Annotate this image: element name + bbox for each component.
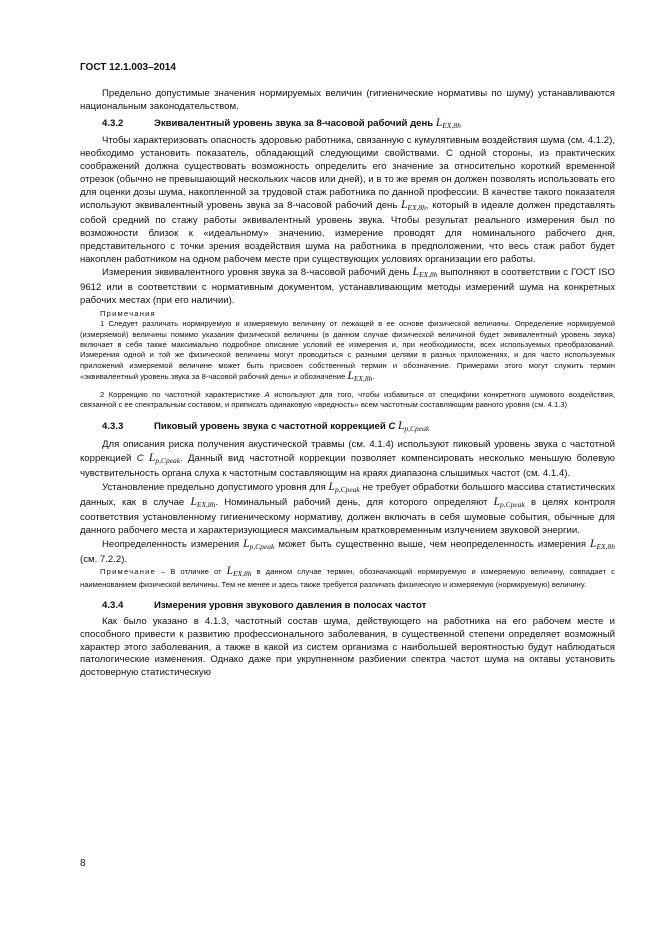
formula-lex8h: $L_{EX,8h}$ [435,116,461,130]
formula-lex8h: $L_{EX,8h}$ [412,266,438,280]
section-number: 4.3.4 [102,600,124,612]
section-title: Пиковый уровень звука с частотной коррекцией [154,421,386,433]
notes-block [80,309,615,411]
notes-title: Примечания [100,308,156,318]
page-header: ГОСТ 12.1.003–2014 [80,62,176,73]
formula-lpcpeak: $L_{p,Cpeak}$ [398,420,430,434]
paragraph-peak-level: Для описания риска получения акустической травмы (см. 4.1.4) используют пиковый уровень звука с частотной коррекцией C $L_{p,Cpeak}$. Данный вид частотной коррекции позволяет компенсировать несколько меньшую болевую чувствительность органа слуха к частотным составляющим на краях диапазона слышимых частот (см. 4.1.4). [80,439,615,479]
formula-lpcpeak: $L_{p,Cpeak}$ [493,496,525,510]
formula-lex8h: $L_{EX,8h}$ [590,537,615,551]
paragraph-lex8h-definition: Чтобы характеризовать опасность здоровью работника, связанную с кумулятивным воздействия шума (см. 4.1.2), необходимо установить показатель, обладающий следующими свойствами. С одной стороны, из практических соображений должна существовать возможность определить его значение за относительно короткий временной отрезок (обычно не превышающий нескольких часов или дней), и в то же время он должен позволять использовать его для оценки дозы шума, накопленной за трудовой стаж работника по данной профессии. В качестве такого показателя используют эквивалентный уровень звука за 8-часовой рабочий день $L_{EX,8h}$, который в идеале должен представлять собой средний по стажу работы эквивалентный уровень звука. Чтобы результат реального измерения был по возможности близок к «идеальному» значению, измерение проводят для номинального рабочего дня, представительного с точки зрения воздействия шума на работника в предположении, что весь стаж работ будет накоплен работником на одном рабочем месте при существующих условиях организации его работы. [80,135,615,265]
paragraph-lex8h-measurement: Измерения эквивалентного уровня звука за 8-часовой рабочий день $L_{EX,8h}$ выполняют в соответствии с ГОСТ ISO 9612 или в соответствии с нормативным документом, устанавливающим методы измерений шума на конкретных рабочих местах (при его наличии). [80,266,616,306]
section-title: Измерения уровня звукового давления в полосах частот [154,600,427,612]
paragraph-frequency-bands: Как было указано в 4.1.3, частотный состав шума, действующего на работника на его рабочем месте и способного привести к развитию профессионального заболевания, в существенной степени определяет возможный характер этого заболевания, а также в какой из систем организма с наибольшей вероятностью будут наблюдаться патологические изменения. Однако даже при укрупненном разбиении спектра частот шума на октавы установить достоверную статистическую [80,615,615,679]
paragraph-uncertainty: Неопределенность измерения $L_{p,Cpeak}$ может быть существенно выше, чем неопределенность измерения $L_{EX,8h}$ (см. 7.2.2). [80,537,615,565]
section-number: 4.3.2 [102,117,124,129]
formula-lex8h: $L_{EX,8h}$ [226,565,252,579]
section-number: 4.3.3 [102,421,124,433]
formula-lpcpeak: $L_{p,Cpeak}$ [328,480,360,494]
formula-lpcpeak: $L_{p,Cpeak}$ [243,537,275,551]
note-1: 1 Следует различать нормируемую и измеряемую величину от лежащей в ее основе физической величины. Определение нормируемой (измеряемой) величины помимо указания физической величины (в данном случае физической величиной будет эквивалентный уровень звука) включает в себя также максимально подробное описание условий ее измерения и, при необходимости, всех используемых преобразований. Измерения одной и той же физической величины могут проводиться с разными целями в разных приложениях, и для часто используемых приложений измеряемой величине может быть присвоен собственный термин и обозначение. Примерами этого могут служить термин «эквивалентный уровень звука за 8-часовой рабочий день» и обозначение $L_{EX,8h}$. [80,319,615,384]
page-number: 8 [80,858,86,869]
section-4-3-2-heading [80,117,615,133]
section-title: Эквивалентный уровень звука за 8-часовой рабочий день [154,117,434,129]
section-4-3-3-heading: 4.3.3 Пиковый уровень звука с частотной коррекцией C $L_{p,Cpeak}$ [80,420,615,436]
note-2: 2 Коррекцию по частотной характеристике А используют для того, чтобы избавиться от специфики конкретного шумового воздействия, связанной с ее спектральным составом, и приписать одинаковую «вредность» всем частотным составляющим равного уровня (см. 4.1.3) [80,389,615,409]
note-peak: Примечание – В отличие от $L_{EX,8h}$ в данном случае термин, обозначающий нормируемую и измеряемую величину, совпадает с наименованием физической величины. Тем не менее и здесь также требуется различать физическую и измеряемую (нормируемую) величину. [80,565,615,589]
page-body [80,88,615,680]
formula-lex8h: $L_{EX,8h}$ [347,370,373,384]
formula-lex8h: $L_{EX,8h}$ [190,496,216,510]
paragraph-peak-limit: Установление предельно допустимого уровня для $L_{p,Cpeak}$ не требует обработки большого массива статистических данных, как в случае $L_{EX,8h}$. Номинальный рабочий день, для которого определяют $L_{p,Cpeak}$ в целях контроля соответствия установленному гигиеническому нормативу, должен включать в себя шумовые события, обычные для данного рабочего места и характеризующиеся максимальным кратковременным излучением звуковой энергии. [80,480,616,536]
formula-lpcpeak: $L_{p,Cpeak}$ [148,452,181,465]
note-label: Примечание [100,567,156,577]
paragraph-national-limits: Предельно допустимые значения нормируемых величин (гигиенические нормативы по шуму) устанавливаются национальным законодательством. [80,88,615,112]
formula-lex8h: $L_{EX,8h}$ [400,199,426,213]
section-4-3-4-heading [80,600,615,613]
